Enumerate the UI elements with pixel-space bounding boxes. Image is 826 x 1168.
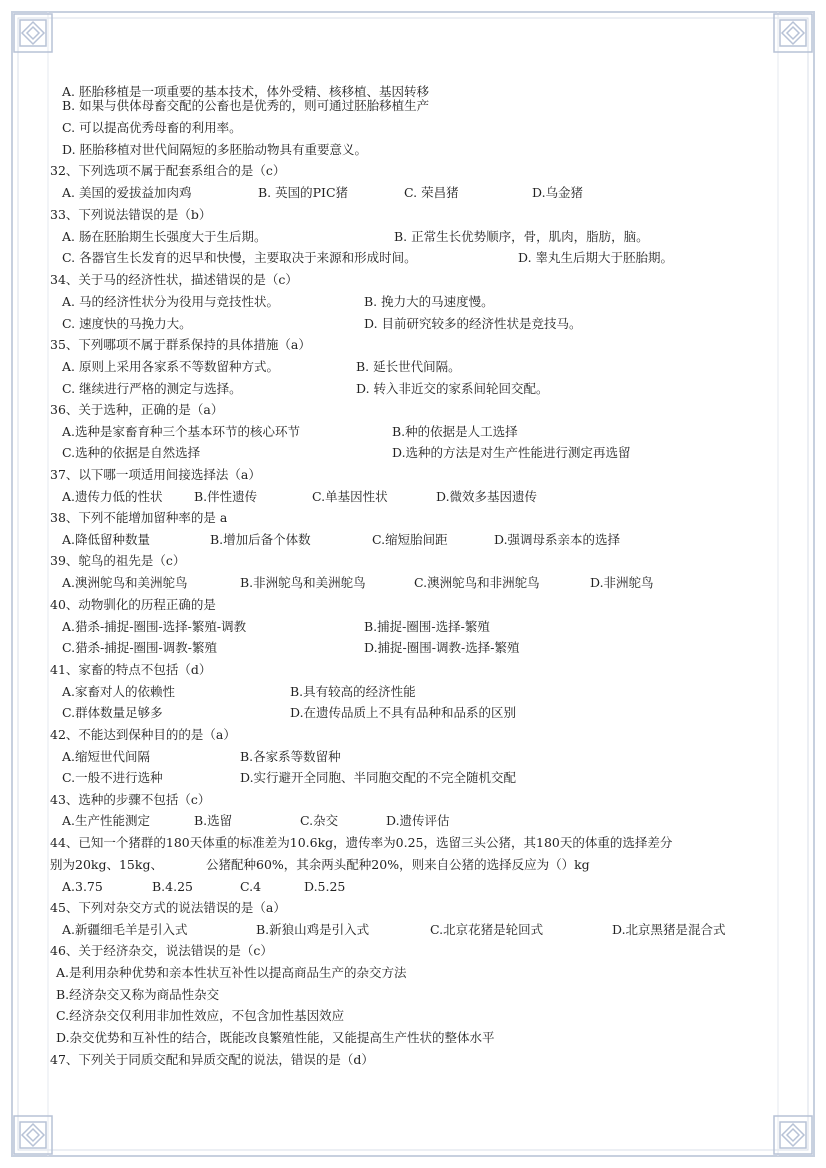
option-33c: C. 各器官生长发育的迟早和快慢，主要取决于来源和形成时间。 xyxy=(62,250,417,265)
corner-ornament-bottom-left xyxy=(14,1116,52,1154)
option-35b: B. 延长世代间隔。 xyxy=(356,359,461,374)
corner-ornament-top-left xyxy=(14,14,52,52)
question-39-stem: 39、鸵鸟的祖先是（c） xyxy=(50,553,186,568)
option-39b: B.非洲鸵鸟和美洲鸵鸟 xyxy=(240,575,366,590)
option-44b: B.4.25 xyxy=(152,879,193,894)
option-38c: C.缩短胎间距 xyxy=(372,532,448,547)
option-39c: C.澳洲鸵鸟和非洲鸵鸟 xyxy=(414,575,540,590)
option-32d: D.乌金猪 xyxy=(532,185,584,200)
option-37c: C.单基因性状 xyxy=(312,489,388,504)
option-37a: A.遗传力低的性状 xyxy=(62,489,163,504)
option-43c: C.杂交 xyxy=(300,813,339,828)
question-35-stem: 35、下列哪项不属于群系保持的具体措施（a） xyxy=(50,337,311,352)
option-45c: C.北京花猪是轮回式 xyxy=(430,922,544,937)
option-37d: D.微效多基因遗传 xyxy=(436,489,538,504)
option-39a: A.澳洲鸵鸟和美洲鸵鸟 xyxy=(62,575,188,590)
option-46c: C.经济杂交仅利用非加性效应，不包含加性基因效应 xyxy=(56,1008,345,1023)
question-44-stem-cont: 别为20kg、15kg、 xyxy=(50,857,163,872)
option-44c: C.4 xyxy=(240,879,262,894)
question-44-stem-cont2: 公猪配种60%，其余两头配种20%，则来自公猪的选择反应为（）kg xyxy=(206,857,590,872)
question-40-stem: 40、动物驯化的历程正确的是 xyxy=(50,597,216,612)
question-46-stem: 46、关于经济杂交，说法错误的是（c） xyxy=(50,943,273,958)
option-38d: D.强调母系亲本的选择 xyxy=(494,532,621,547)
option-36b: B.种的依据是人工选择 xyxy=(392,424,518,439)
option-31d: D. 胚胎移植对世代间隔短的多胚胎动物具有重要意义。 xyxy=(62,142,368,157)
option-31b: B. 如果与供体母畜交配的公畜也是优秀的，则可通过胚胎移植生产 xyxy=(62,98,430,113)
question-33-stem: 33、下列说法错误的是（b） xyxy=(50,207,212,222)
option-42c: C.一般不进行选种 xyxy=(62,770,163,785)
option-33b: B. 正常生长优势顺序，骨，肌肉，脂肪，脑。 xyxy=(394,229,649,244)
option-44a: A.3.75 xyxy=(62,879,103,894)
option-36c: C.选种的依据是自然选择 xyxy=(62,445,201,460)
option-35c: C. 继续进行严格的测定与选择。 xyxy=(62,381,242,396)
option-34a: A. 马的经济性状分为役用与竞技性状。 xyxy=(62,294,279,309)
option-32c: C. 荣昌猪 xyxy=(404,185,459,200)
option-35a: A. 原则上采用各家系不等数留种方式。 xyxy=(62,359,279,374)
option-40c: C.猎杀-捕捉-圈围-调教-繁殖 xyxy=(62,640,217,655)
option-37b: B.伴性遗传 xyxy=(194,489,258,504)
option-35d: D. 转入非近交的家系间轮回交配。 xyxy=(356,381,549,396)
option-32b: B. 英国的PIC猪 xyxy=(258,185,349,200)
option-43b: B.选留 xyxy=(194,813,233,828)
option-34b: B. 挽力大的马速度慢。 xyxy=(364,294,494,309)
option-43d: D.遗传评估 xyxy=(386,813,450,828)
option-34d: D. 目前研究较多的经济性状是竞技马。 xyxy=(364,316,582,331)
option-46b: B.经济杂交又称为商品性杂交 xyxy=(56,987,220,1002)
option-43a: A.生产性能测定 xyxy=(62,813,151,828)
question-42-stem: 42、不能达到保种目的的是（a） xyxy=(50,727,236,742)
option-40b: B.捕捉-圈围-选择-繁殖 xyxy=(364,619,490,634)
option-33a: A. 肠在胚胎期生长强度大于生后期。 xyxy=(62,229,267,244)
option-41a: A.家畜对人的依赖性 xyxy=(62,684,176,699)
question-32-stem: 32、下列选项不属于配套系组合的是（c） xyxy=(50,163,286,178)
option-36a: A.选种是家畜育种三个基本环节的核心环节 xyxy=(62,424,301,439)
question-44-stem: 44、已知一个猪群的180天体重的标准差为10.6kg，遗传率为0.25，选留三头公猪，其180天的体重的选择差分 xyxy=(50,835,673,850)
option-34c: C. 速度快的马挽力大。 xyxy=(62,316,192,331)
option-41b: B.具有较高的经济性能 xyxy=(290,684,416,699)
option-38a: A.降低留种数量 xyxy=(62,532,151,547)
question-36-stem: 36、关于选种，正确的是（a） xyxy=(50,402,224,417)
option-40d: D.捕捉-圈围-调教-选择-繁殖 xyxy=(364,640,520,655)
option-33d: D. 睾丸生后期大于胚胎期。 xyxy=(518,250,674,265)
option-44d: D.5.25 xyxy=(304,879,346,894)
option-36d: D.选种的方法是对生产性能进行测定再选留 xyxy=(392,445,631,460)
option-39d: D.非洲鸵鸟 xyxy=(590,575,654,590)
option-42b: B.各家系等数留种 xyxy=(240,749,341,764)
option-46d: D.杂交优势和互补性的结合，既能改良繁殖性能，又能提高生产性状的整体水平 xyxy=(56,1030,495,1045)
question-47-stem: 47、下列关于同质交配和异质交配的说法，错误的是（d） xyxy=(50,1052,374,1067)
question-37-stem: 37、以下哪一项适用间接选择法（a） xyxy=(50,467,261,482)
option-38b: B.增加后备个体数 xyxy=(210,532,311,547)
question-45-stem: 45、下列对杂交方式的说法错误的是（a） xyxy=(50,900,286,915)
option-42d: D.实行避开全同胞、半同胞交配的不完全随机交配 xyxy=(240,770,517,785)
question-43-stem: 43、选种的步骤不包括（c） xyxy=(50,792,211,807)
option-40a: A.猎杀-捕捉-圈围-选择-繁殖-调教 xyxy=(62,619,247,634)
corner-ornament-top-right xyxy=(774,14,812,52)
option-32a: A. 美国的爱拔益加肉鸡 xyxy=(62,185,192,200)
option-41c: C.群体数量足够多 xyxy=(62,705,163,720)
corner-ornament-bottom-right xyxy=(774,1116,812,1154)
option-42a: A.缩短世代间隔 xyxy=(62,749,151,764)
option-45a: A.新疆细毛羊是引入式 xyxy=(62,922,188,937)
option-45b: B.新狼山鸡是引入式 xyxy=(256,922,370,937)
option-41d: D.在遗传品质上不具有品种和品系的区别 xyxy=(290,705,517,720)
option-46a: A.是利用杂种优势和亲本性状互补性以提高商品生产的杂交方法 xyxy=(56,965,407,980)
question-38-stem: 38、下列不能增加留种率的是 a xyxy=(50,510,228,525)
question-34-stem: 34、关于马的经济性状，描述错误的是（c） xyxy=(50,272,298,287)
question-41-stem: 41、家畜的特点不包括（d） xyxy=(50,662,212,677)
option-45d: D.北京黑猪是混合式 xyxy=(612,922,726,937)
option-31c: C. 可以提高优秀母畜的利用率。 xyxy=(62,120,242,135)
option-31a: A. 胚胎移植是一项重要的基本技术，体外受精、核移植、基因转移 xyxy=(62,84,429,99)
